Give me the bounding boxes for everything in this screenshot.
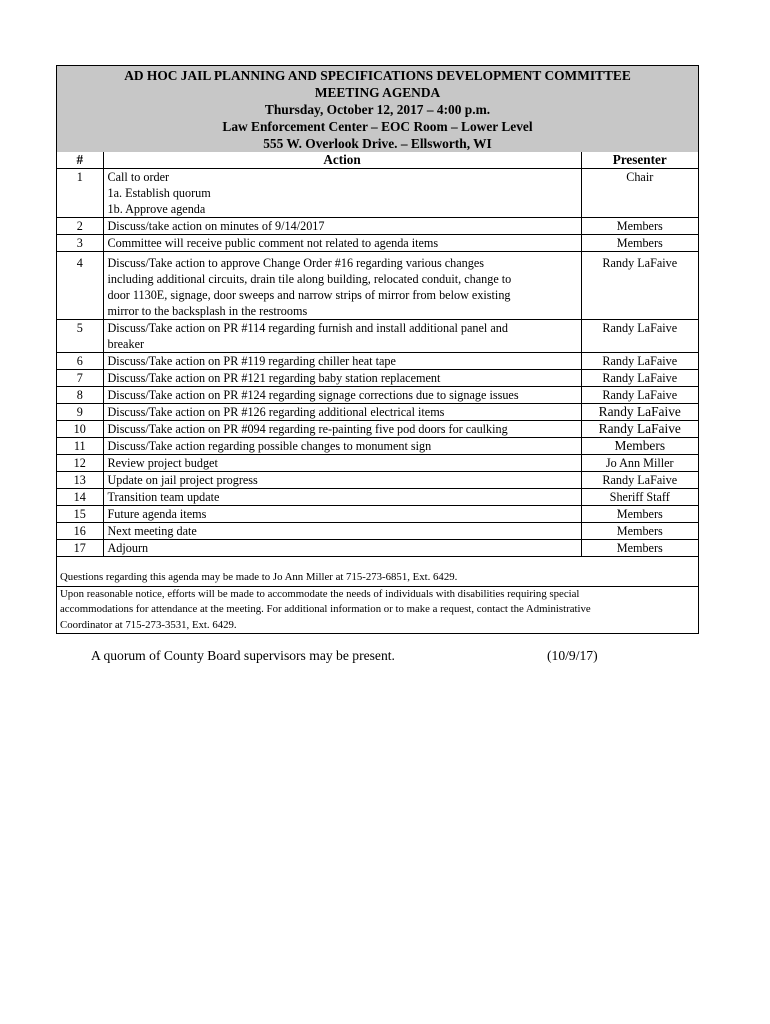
agenda-item-action-line: mirror to the backsplash in the restrooms <box>107 304 308 318</box>
agenda-item-action <box>103 472 581 489</box>
agenda-item-action-line: Discuss/take action on minutes of 9/14/2017 <box>107 219 325 233</box>
agenda-item-action-line: breaker <box>107 337 145 351</box>
column-header-presenter: Presenter <box>581 152 698 169</box>
agenda-item-action-line: 1a. Establish quorum <box>107 186 211 200</box>
agenda-item-row <box>57 472 698 489</box>
agenda-item-action-line: Discuss/Take action on PR #119 regarding chiller heat tape <box>107 354 396 368</box>
disability-notice-line: Upon reasonable notice, efforts will be made to accommodate the needs of individuals with disabilities requiring special <box>60 587 580 600</box>
agenda-item-action <box>103 455 581 472</box>
table-spacer-row <box>57 557 698 570</box>
agenda-item-action-line: Discuss/Take action on PR #126 regarding additional electrical items <box>107 405 445 419</box>
agenda-item-number: 3 <box>57 235 103 252</box>
questions-note: Questions regarding this agenda may be made to Jo Ann Miller at 715-273-6851, Ext. 6429. <box>57 569 698 587</box>
agenda-item-number: 10 <box>57 421 103 438</box>
agenda-item-presenter: Randy LaFaive <box>581 404 698 421</box>
disability-notice-line: Coordinator at 715-273-3531, Ext. 6429. <box>60 618 237 631</box>
agenda-item-action-line: Discuss/Take action on PR #114 regarding furnish and install additional panel and <box>107 321 508 335</box>
agenda-item-action <box>103 252 581 320</box>
meeting-address: 555 W. Overlook Drive. – Ellsworth, WI <box>263 136 492 151</box>
agenda-item-action <box>103 320 581 353</box>
revision-date: (10/9/17) <box>547 648 598 663</box>
agenda-item-row <box>57 506 698 523</box>
agenda-item-action <box>103 169 581 218</box>
column-header-action: Action <box>103 152 581 169</box>
agenda-item-number: 1 <box>57 169 103 218</box>
agenda-rows <box>57 169 698 570</box>
agenda-item-action-line: Adjourn <box>107 541 149 555</box>
agenda-item-action <box>103 235 581 252</box>
agenda-item-number: 5 <box>57 320 103 353</box>
agenda-item-action <box>103 506 581 523</box>
agenda-item-row <box>57 540 698 557</box>
page-footer <box>91 647 631 664</box>
agenda-item-presenter: Randy LaFaive <box>581 387 698 404</box>
agenda-header <box>57 66 698 152</box>
agenda-item-presenter: Members <box>581 540 698 557</box>
agenda-item-action-line: 1b. Approve agenda <box>107 202 206 216</box>
agenda-item-row <box>57 455 698 472</box>
agenda-item-number: 4 <box>57 252 103 320</box>
agenda-item-presenter: Members <box>581 506 698 523</box>
agenda-item-row <box>57 169 698 218</box>
agenda-item-action-line: Call to order <box>107 170 170 184</box>
agenda-item-row <box>57 489 698 506</box>
agenda-item-action-line: Update on jail project progress <box>107 473 258 487</box>
agenda-item-number: 15 <box>57 506 103 523</box>
agenda-item-number: 13 <box>57 472 103 489</box>
agenda-item-action-line: Review project budget <box>107 456 218 470</box>
agenda-item-presenter: Chair <box>581 169 698 218</box>
agenda-item-presenter: Sheriff Staff <box>581 489 698 506</box>
agenda-item-action <box>103 489 581 506</box>
agenda-item-number: 8 <box>57 387 103 404</box>
disability-notice-line: accommodations for attendance at the meeting. For additional information or to make a request, contact the Administrative <box>60 603 591 615</box>
agenda-item-presenter: Randy LaFaive <box>581 472 698 489</box>
agenda-item-row <box>57 252 698 320</box>
agenda-item-presenter: Randy LaFaive <box>581 421 698 438</box>
meeting-type: MEETING AGENDA <box>314 85 441 100</box>
agenda-item-presenter: Members <box>581 438 698 455</box>
agenda-item-row <box>57 523 698 540</box>
agenda-item-presenter: Members <box>581 235 698 252</box>
agenda-item-number: 2 <box>57 218 103 235</box>
agenda-item-action-line: Committee will receive public comment not related to agenda items <box>107 236 439 250</box>
agenda-item-action-line: door 1130E, signage, door sweeps and narrow strips of mirror from below existing <box>107 288 511 302</box>
agenda-item-action <box>103 404 581 421</box>
agenda-item-action <box>103 370 581 387</box>
agenda-item-row <box>57 404 698 421</box>
agenda-item-action <box>103 353 581 370</box>
agenda-item-number: 9 <box>57 404 103 421</box>
agenda-item-action-line: Discuss/Take action on PR #094 regarding re-painting five pod doors for caulking <box>107 422 508 436</box>
agenda-table <box>57 152 698 569</box>
agenda-item-action-line: Discuss/Take action on PR #124 regarding signage corrections due to signage issues <box>107 388 519 402</box>
agenda-item-row <box>57 438 698 455</box>
agenda-item-action-line: including additional circuits, drain tile along building, relocated conduit, change to <box>107 272 512 286</box>
agenda-table-header <box>57 152 698 169</box>
agenda-item-action <box>103 387 581 404</box>
agenda-item-presenter: Randy LaFaive <box>581 252 698 320</box>
agenda-item-action <box>103 540 581 557</box>
agenda-item-number: 17 <box>57 540 103 557</box>
agenda-item-number: 11 <box>57 438 103 455</box>
agenda-item-row <box>57 370 698 387</box>
agenda-item-action-line: Discuss/Take action on PR #121 regarding baby station replacement <box>107 371 441 385</box>
agenda-item-number: 14 <box>57 489 103 506</box>
agenda-item-row <box>57 218 698 235</box>
agenda-item-row <box>57 387 698 404</box>
agenda-item-number: 7 <box>57 370 103 387</box>
column-header-number: # <box>57 152 103 169</box>
agenda-item-row <box>57 353 698 370</box>
agenda-item-presenter: Randy LaFaive <box>581 320 698 353</box>
agenda-item-action <box>103 218 581 235</box>
agenda-item-action <box>103 438 581 455</box>
meeting-location: Law Enforcement Center – EOC Room – Lower Level <box>222 119 533 134</box>
agenda-item-action-line: Next meeting date <box>107 524 197 538</box>
meeting-datetime: Thursday, October 12, 2017 – 4:00 p.m. <box>264 102 491 117</box>
agenda-item-number: 12 <box>57 455 103 472</box>
agenda-item-row <box>57 320 698 353</box>
agenda-item-row <box>57 235 698 252</box>
agenda-box <box>56 65 699 634</box>
agenda-item-number: 16 <box>57 523 103 540</box>
table-spacer-cell <box>57 557 698 570</box>
agenda-item-presenter: Jo Ann Miller <box>581 455 698 472</box>
agenda-item-presenter: Randy LaFaive <box>581 353 698 370</box>
agenda-item-number: 6 <box>57 353 103 370</box>
agenda-item-action <box>103 523 581 540</box>
agenda-item-presenter: Randy LaFaive <box>581 370 698 387</box>
agenda-notes <box>57 569 698 633</box>
agenda-item-action-line: Discuss/Take action to approve Change Order #16 regarding various changes <box>107 256 485 270</box>
agenda-item-presenter: Members <box>581 523 698 540</box>
agenda-item-row <box>57 421 698 438</box>
disability-notice <box>57 587 698 634</box>
agenda-item-action-line: Transition team update <box>107 490 220 504</box>
quorum-notice: A quorum of County Board supervisors may be present. <box>91 648 395 663</box>
agenda-item-action-line: Discuss/Take action regarding possible changes to monument sign <box>107 439 432 453</box>
agenda-item-action <box>103 421 581 438</box>
agenda-item-action-line: Future agenda items <box>107 507 207 521</box>
committee-title: AD HOC JAIL PLANNING AND SPECIFICATIONS DEVELOPMENT COMMITTEE <box>124 68 631 83</box>
agenda-item-presenter: Members <box>581 218 698 235</box>
